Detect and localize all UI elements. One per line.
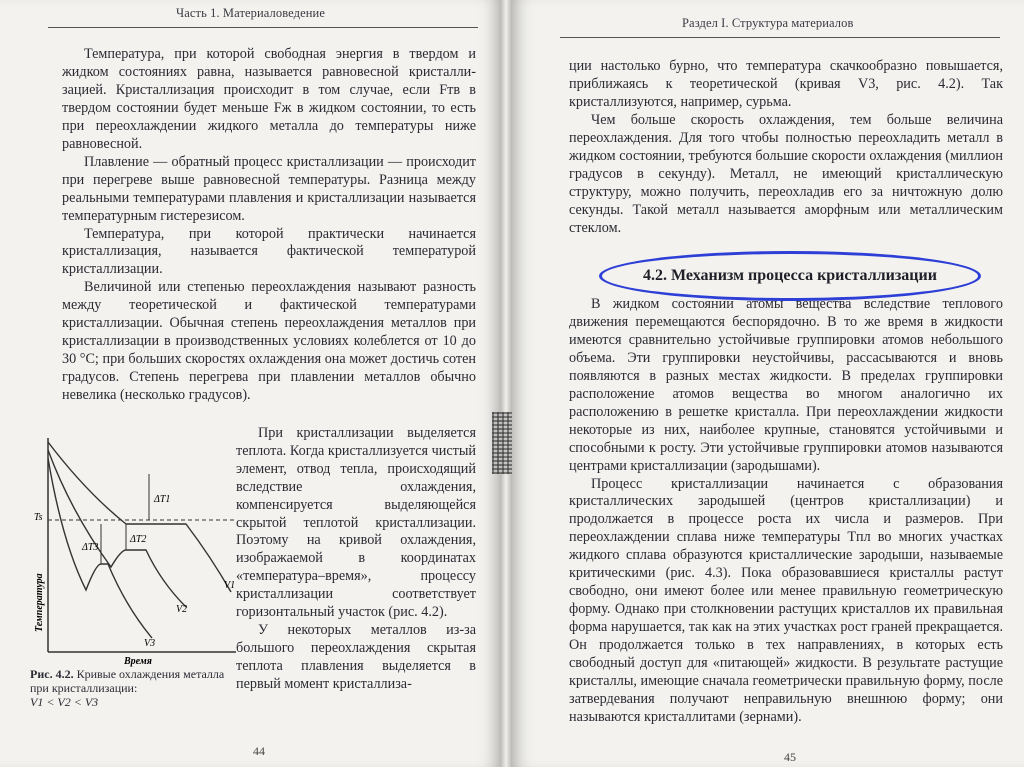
book-gutter bbox=[500, 0, 512, 767]
right-page bbox=[512, 0, 1024, 767]
left-body-text bbox=[62, 46, 476, 405]
v2-label: V2 bbox=[176, 604, 188, 615]
running-head-right: Раздел I. Структура материалов bbox=[682, 16, 854, 30]
cooling-curves-figure bbox=[26, 432, 244, 692]
v3-label: V3 bbox=[144, 638, 156, 649]
x-axis-label: Время bbox=[124, 656, 152, 667]
figure-side-paragraph-1: При кристаллизации выделяется теплота. Когда кристаллизуется чистый элемент, отвод тепла, происходящий вследствие охлаждения, компенсируется выделяющейся скрытой теплотой кристаллизации. Поэтому на кривой охлаждения, изображаемой в координатах «температура–время», процессу кристаллизации соответствует горизонтальный участок (рис. 4.2). bbox=[236, 425, 476, 621]
figure-side-text bbox=[236, 425, 476, 694]
section-paragraph-1: В жидком состоянии атомы вещества вследствие теплового движения перемещаются беспорядочно. В то же время в жидкости имеются сравнительно устойчивые группировки атомов небольшого объема. Эти группировки неустойчивы, рассасываются и вновь появляются в разных местах жидкости. В пределах группировки расположение атомов вещества во многом аналогично их расположению в решетке кристалла. При переохлаждении жидкости некоторые из них, наиболее крупные, становятся устойчивыми и способными к росту. Эти устойчивые группировки атомов называются центрами кристаллизации (зародышами). bbox=[569, 296, 1003, 474]
section-heading-text: 4.2. Механизм процесса кристаллизации bbox=[643, 267, 937, 284]
left-page bbox=[0, 0, 500, 767]
right-section-text bbox=[569, 296, 1003, 727]
figure-caption-text: Кривые охлаждения металла при кристаллизации: bbox=[30, 667, 225, 695]
curve-v3 bbox=[48, 458, 152, 638]
header-rule-left bbox=[48, 27, 478, 28]
ts-label: Ts bbox=[34, 512, 43, 523]
figure-caption bbox=[30, 667, 230, 709]
dt3-label: ΔT3 bbox=[82, 542, 99, 553]
right-paragraph-1: ции настолько бурно, что температура скачкообразно повышается, приближаясь к теоретической (кривая V3, рис. 4.2). Так кристаллизуются, например, сурьма. bbox=[569, 58, 1003, 110]
page-number-right: 45 bbox=[784, 750, 796, 764]
figure-caption-number: Рис. 4.2. bbox=[30, 667, 74, 681]
paragraph-4: Величиной или степенью переохлаждения называют разность между теоретической и фактической температурами кристаллизации. Обычная степень переохлаждения металлов при кристаллизации в производственных условиях колеблется от 10 до 30 °С; при больших скоростях охлаждения она может достичь сотен градусов. Степень перегрева при плавлении металлов обычно невелика (несколько градусов). bbox=[62, 279, 476, 404]
curve-v1 bbox=[48, 442, 231, 592]
v1-label: V1 bbox=[224, 580, 236, 591]
page-number-left: 44 bbox=[253, 744, 265, 758]
paragraph-1: Температура, при которой свободная энергия в твердом и жидком состояниях равна, называется равновесной кристалли-зацией. Кристаллизация происходит в том случае, если Fтв в твердом состоянии будет меньше Fж в жидком состоянии, то есть при переохлаждении жидкого металла до температуры ниже равновесной. bbox=[62, 46, 476, 152]
header-rule-right bbox=[560, 37, 1000, 38]
section-heading bbox=[599, 251, 981, 301]
running-head-left: Часть 1. Материаловедение bbox=[176, 6, 325, 20]
dt1-label: ΔT1 bbox=[154, 494, 171, 505]
figure-caption-formula: V1 < V2 < V3 bbox=[30, 695, 99, 709]
right-top-text bbox=[569, 58, 1003, 238]
paragraph-3: Температура, при которой практически начинается кристаллизация, называется фактической температурой кристаллизации. bbox=[62, 225, 476, 278]
right-paragraph-2: Чем больше скорость охлаждения, тем больше величина переохлаждения. Для того чтобы полностью переохладить металл в жидком состоянии, требуются большие скорости охлаждения (миллион градусов в секунду). Металл, не имеющий кристаллическую структуру, можно получить, переохладив его за ничтожную долю секунды. Такой металл называется аморфным или металлическим стеклом. bbox=[569, 111, 1003, 236]
figure-side-paragraph-2: У некоторых металлов из-за большого переохлаждения скрытая теплота плавления выделяется в первый момент кристаллиза- bbox=[236, 621, 476, 692]
paragraph-2: Плавление — обратный процесс кристаллизации — происходит при перегреве выше равновесной температуры. Разница между реальными температурами плавления и кристаллизации называется температурным гистерезисом. bbox=[62, 153, 476, 224]
dt2-label: ΔT2 bbox=[130, 534, 147, 545]
y-axis-label: Температура bbox=[34, 573, 45, 632]
section-paragraph-2: Процесс кристаллизации начинается с образования кристаллических зародышей (центров кристаллизации) и продолжается в процессе роста их числа и размеров. При переохлаждении сплава ниже температуры Tпл во многих участках жидкого сплава образуются кристаллические зародыши, называемые критическими (рис. 4.3). Пока образовавшиеся кристаллы растут свободно, они имеют более или менее правильную геометрическую форму. Однако при столкновении растущих кристаллов их правильная форма нарушается, так как на этих участках рост граней прекращается. Он продолжается только в тех направлениях, в которых есть свободный доступ для «питающей» жидкости. В результате растущие кристаллы, имеющие сначала геометрически правильную форму, после затвердевания получают неправильную внешнюю форму; они называются кристаллитами (зернами). bbox=[569, 475, 1003, 725]
